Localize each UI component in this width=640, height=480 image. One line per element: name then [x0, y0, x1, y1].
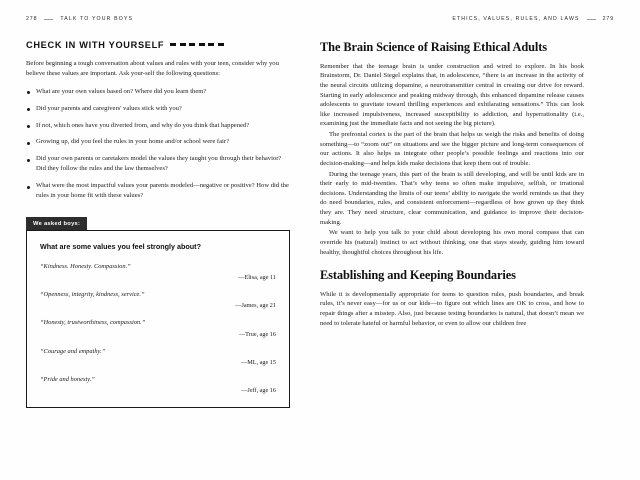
folio-left: 278 — [26, 16, 38, 22]
running-title-left: TALK TO YOUR BOYS — [60, 16, 134, 22]
rule-divider-left — [44, 19, 53, 20]
rule-divider-right — [587, 19, 596, 20]
quote-text: “Honesty, trustworthiness, compassion.” — [40, 319, 146, 327]
list-item — [40, 347, 276, 366]
list-item: If not, which ones have you diverted from, and why do you think that happened? — [26, 121, 290, 131]
list-item: What are your own values based on? Where did you learn them? — [26, 87, 290, 97]
dash-rule-ornament — [170, 43, 224, 46]
intro-paragraph: Before beginning a tough conversation about values and rules with your teen, consider why you believe these values are important. Ask your-self the following questions: — [26, 60, 279, 77]
quote-attribution: —ML, age 15 — [241, 359, 276, 367]
list-item — [40, 290, 276, 309]
chapter-heading-boundaries: Establishing and Keeping Boundaries — [320, 268, 516, 283]
we-asked-boys-tab: We asked boys: — [26, 217, 87, 230]
body-paragraph: We want to help you talk to your child about developing his own moral compass that can override his (natural) instinct to act without thinking, one that stays steady, guiding him toward healthy, thoughtful choices throughout his life. — [320, 229, 584, 256]
two-column-layout — [26, 40, 614, 408]
quote-text: “Courage and empathy.” — [40, 347, 106, 355]
running-head-left — [26, 14, 133, 24]
list-item — [40, 318, 276, 337]
quote-box-question: What are some values you feel strongly about? — [40, 241, 201, 251]
chapter-heading-brain-science: The Brain Science of Raising Ethical Adults — [320, 40, 548, 54]
list-item: Growing up, did you feel the rules in your home and/or school were fair? — [26, 137, 290, 147]
list-item: Did your own parents or caretakers model the values they taught you through their behavior? Did they follow the rules and the law themselves? — [26, 154, 290, 174]
list-item — [40, 262, 276, 281]
reflection-question-list — [26, 87, 290, 201]
right-column — [320, 40, 584, 408]
folio-right: 279 — [602, 16, 614, 22]
running-title-right: ETHICS, VALUES, RULES, AND LAWS — [452, 16, 580, 22]
body-paragraph: During the teenage years, this part of the brain is still developing, and will be until kids are in their early to mid-twenties. That’s why teens so often make impulsive, selfish, or irrational decisions. Understanding the limits of our teens’ ability to navigate the world reminds us that they do need boundaries, rules, and consistent enforcement—regardless of how grown up they think they are. They need structure, clear communication, and guidance to improve their decision-making. — [320, 170, 584, 226]
quote-text: “Openness, integrity, kindness, service.” — [40, 291, 145, 299]
left-column — [26, 40, 290, 408]
quote-attribution: —James, age 21 — [235, 302, 276, 310]
body-paragraph: The prefrontal cortex is the part of the brain that helps us weigh the risks and benefits of doing something—to “zoom out” on situations and see the bigger picture and long-term consequences of our actions. It also helps us integrate other people’s possible feelings and reactions into our decision-making—and helps kids make decisions that keep them out of trouble. — [320, 131, 584, 167]
list-item: Did your parents and caregivers' values stick with you? — [26, 104, 290, 114]
quote-attribution: —Jeff, age 16 — [241, 387, 276, 395]
list-item — [40, 375, 276, 394]
body-paragraph: Remember that the teenage brain is under construction and wired to explore. In his book Brainstorm, Dr. Daniel Siegel explains that, in adolescence, “there is an increase in the activity of the neural circuits utilizing dopamine, a neurotransmitter central in creating our drive for reward. Starting in early adolescence and peaking midway through, this enhanced dopamine release causes adolescents to gravitate toward thrilling experiences and exhilarating sensations.” This can look like increased impulsiveness, increased susceptibility to addiction, and hyperrationality (i.e., examining just the immediate facts and not seeing the big picture). — [320, 62, 584, 128]
quote-box — [26, 230, 290, 408]
quote-attribution: —True, age 16 — [238, 330, 276, 338]
quote-text: “Pride and honesty.” — [40, 376, 95, 384]
quote-text: “Kindness. Honesty. Compassion.” — [40, 262, 131, 270]
list-item: What were the most impactful values your parents modeled—negative or positive? How did the rules in your home fit with these values? — [26, 181, 290, 201]
running-head-right — [452, 14, 614, 24]
quote-attribution: —Elisa, age 11 — [238, 274, 276, 282]
section-heading-text: CHECK IN WITH YOURSELF — [26, 40, 165, 50]
body-paragraph: While it is developmentally appropriate for teens to question rules, push boundaries, and break rules, it’s never easy—for us or our kids—to figure out which lines are OK to cross, and how to repair things after a misstep. Also, just because testing boundaries is natural, that doesn’t mean we need to tolerate hateful or harmful behavior, or even to allow our children free — [320, 290, 584, 327]
section-heading — [26, 40, 290, 50]
